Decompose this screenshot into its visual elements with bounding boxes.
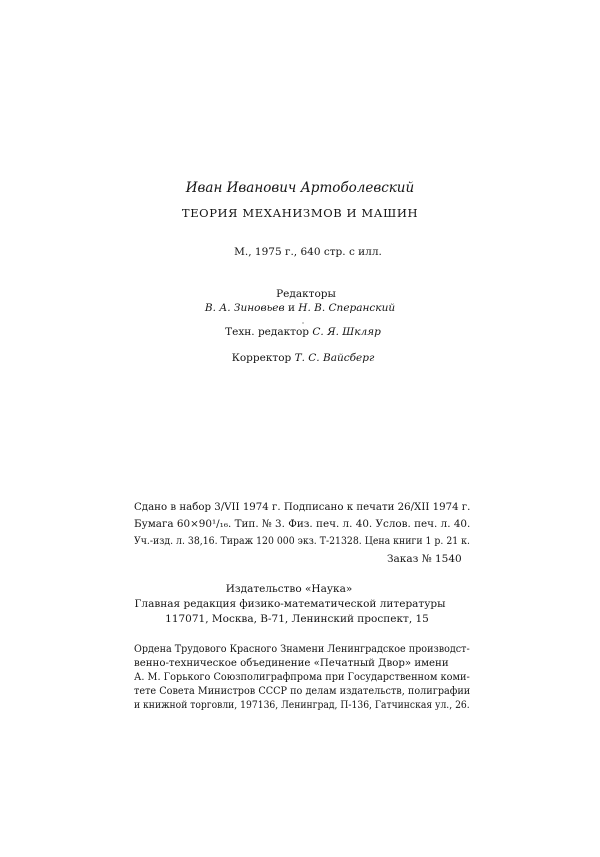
tech-editor-name: С. Я. Шкляр: [312, 326, 381, 338]
printer-line-2: венно-техническое объединение «Печатный Двор» имени: [134, 658, 449, 669]
imprint-line-1: Сдано в набор 3/VII 1974 г. Подписано к печати 26/XII 1974 г.: [134, 501, 471, 513]
editors-names: [0, 302, 600, 314]
corrector-name: Т. С. Вайсберг: [294, 352, 375, 364]
editor-name-2: Н. В. Сперанский: [298, 302, 396, 314]
publisher-name: Издательство «Наука»: [225, 583, 353, 595]
publisher-redaction: Главная редакция физико-математической литературы: [134, 598, 446, 610]
imprint-line-3: Уч.-изд. л. 38,16. Тираж 120 000 экз. Т-21328. Цена книги 1 р. 21 к.: [134, 535, 470, 547]
printer-line-3: А. М. Горького Союзполиграфпрома при Государственном коми-: [134, 672, 470, 683]
order-number: Заказ № 1540: [387, 553, 462, 565]
printer-line-4: тете Совета Министров СССР по делам издательств, полиграфии: [134, 686, 471, 697]
publisher-address: 117071, Москва, В-71, Ленинский проспект, 15: [165, 613, 429, 625]
corrector-line: [0, 352, 600, 364]
tech-editor-label: Техн. редактор: [225, 326, 310, 338]
tech-editor-line: [0, 326, 600, 338]
editor-name-1: В. А. Зиновьев: [204, 302, 285, 314]
printer-line-1: Ордена Трудового Красного Знамени Ленинградское производст-: [134, 644, 470, 655]
printer-line-5: и книжной торговли, 197136, Ленинград, П-136, Гатчинская ул., 26.: [134, 700, 470, 711]
imprint-line-2: Бумага 60×90¹/₁₆. Тип. № 3. Физ. печ. л. 40. Услов. печ. л. 40.: [134, 518, 471, 530]
editors-label: Редакторы: [276, 288, 336, 300]
editors-conjunction: и: [287, 302, 295, 314]
separator-dot: ·: [301, 319, 305, 328]
author-name: Иван Иванович Артоболевский: [185, 180, 415, 196]
corrector-label: Корректор: [231, 352, 292, 364]
book-title: ТЕОРИЯ МЕХАНИЗМОВ И МАШИН: [181, 206, 419, 220]
publication-info: М., 1975 г., 640 стр. с илл.: [234, 246, 382, 258]
